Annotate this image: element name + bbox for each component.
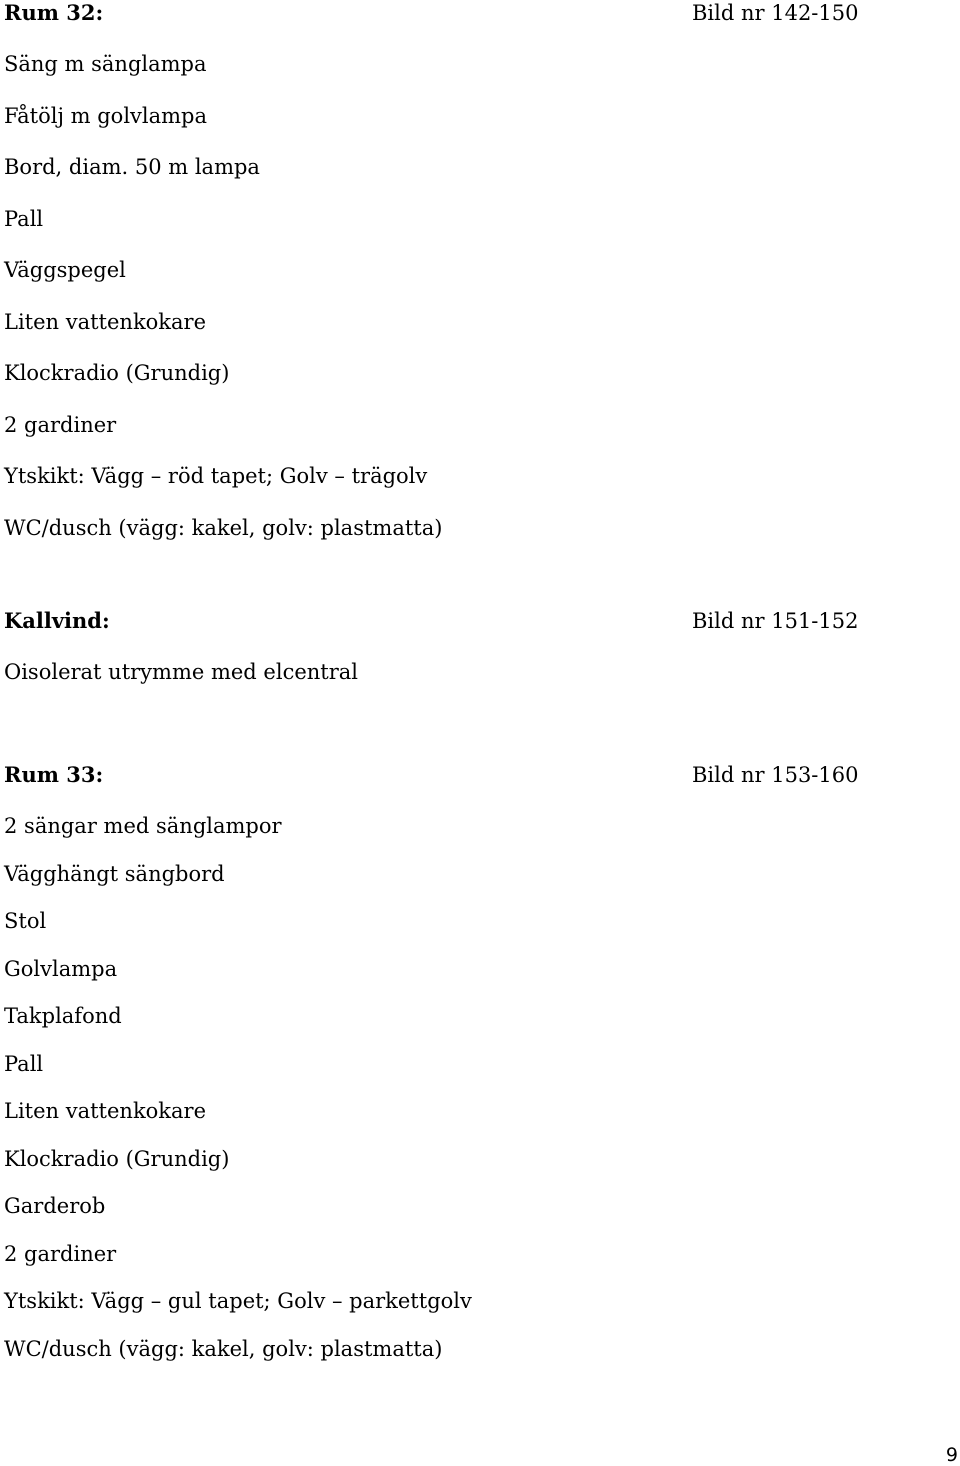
list-item: WC/dusch (vägg: kakel, golv: plastmatta): [4, 515, 443, 540]
list-item: Ytskikt: Vägg – gul tapet; Golv – parkettgolv: [4, 1289, 472, 1313]
list-item: 2 gardiner: [4, 412, 117, 437]
section-header: [4, 0, 904, 26]
section-rum-32: [4, 0, 904, 566]
photo-reference: Bild nr 153-160: [692, 763, 859, 787]
list-item: Golvlampa: [4, 956, 118, 981]
photo-reference: Bild nr 151-152: [692, 609, 859, 633]
list-item: 2 gardiner: [4, 1241, 117, 1266]
page-number: 9: [945, 1444, 958, 1466]
list-item: Vägghängt sängbord: [4, 861, 225, 886]
list-item: 2 sängar med sänglampor: [4, 814, 282, 838]
list-item: Ytskikt: Vägg – röd tapet; Golv – trägolv: [4, 464, 428, 488]
list-item: Klockradio (Grundig): [4, 1146, 230, 1171]
list-item: Liten vattenkokare: [4, 309, 207, 334]
list-item: WC/dusch (vägg: kakel, golv: plastmatta): [4, 1336, 443, 1361]
list-item: Väggspegel: [4, 258, 126, 282]
section-header: [4, 762, 904, 788]
section-kallvind: [4, 608, 904, 685]
list-item: Fåtölj m golvlampa: [4, 103, 208, 128]
list-item: Takplafond: [4, 1004, 122, 1028]
inventory-list: [4, 51, 904, 541]
section-rum-33: [4, 762, 904, 1383]
section-title: Rum 33:: [4, 762, 104, 787]
photo-reference: Bild nr 142-150: [692, 1, 859, 25]
list-item: Pall: [4, 1051, 44, 1076]
list-item: Stol: [4, 909, 47, 933]
list-item: Klockradio (Grundig): [4, 361, 230, 385]
inventory-list: [4, 659, 904, 685]
list-item: Bord, diam. 50 m lampa: [4, 155, 260, 179]
list-item: Garderob: [4, 1194, 106, 1218]
inventory-list: [4, 813, 904, 1362]
list-item: Pall: [4, 206, 44, 231]
section-title: Rum 32:: [4, 0, 104, 25]
section-header: [4, 608, 904, 634]
list-item: Säng m sänglampa: [4, 52, 207, 76]
section-title: Kallvind:: [4, 608, 110, 633]
list-item: Liten vattenkokare: [4, 1099, 207, 1123]
list-item: Oisolerat utrymme med elcentral: [4, 660, 358, 684]
